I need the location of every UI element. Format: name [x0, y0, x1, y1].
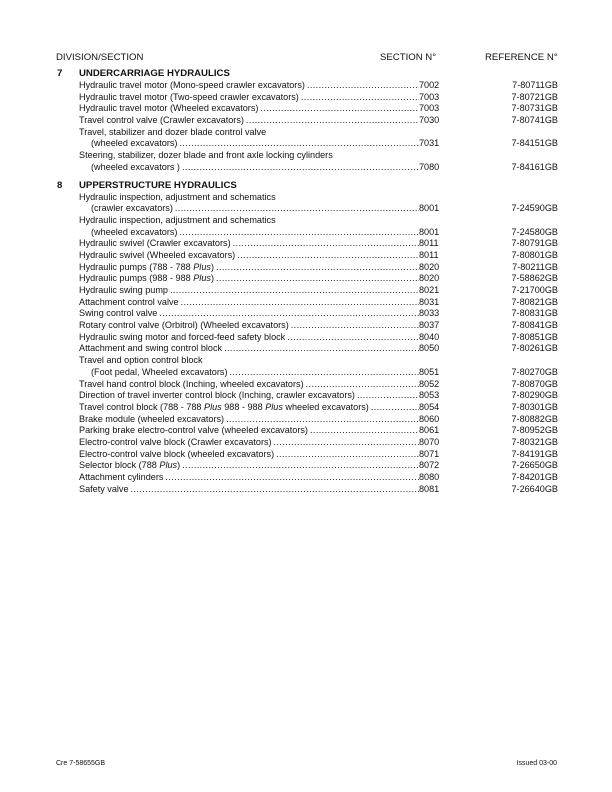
dot-leader: [175, 203, 419, 215]
dot-leader: [371, 402, 419, 414]
entry-section-number: 8061: [419, 425, 440, 436]
entry-reference-number: 7-80711GB: [512, 80, 558, 90]
entry-title: (wheeled excavators): [91, 226, 178, 237]
entry-reference-number: 7-80882GB: [511, 413, 558, 424]
toc-entry[interactable]: [0, 227, 612, 239]
plus-italic: Plus: [204, 401, 222, 412]
entry-reference-number: 7-80801GB: [511, 249, 558, 260]
toc-group: [0, 68, 612, 174]
entry-leader: [79, 250, 419, 262]
entry-leader: [79, 425, 419, 437]
entry-reference-number: 7-80870GB: [511, 378, 558, 389]
entry-section-number: 8020: [419, 261, 440, 272]
toc-entry[interactable]: [0, 484, 612, 496]
entry-reference-number: 7-26640GB: [511, 483, 558, 494]
entry-leader: [79, 484, 419, 496]
toc-entry-first-line: [0, 215, 612, 227]
entry-title: (Foot pedal, Wheeled excavators): [91, 366, 228, 377]
entry-title: Parking brake electro-control valve (wheeled excavators): [79, 425, 308, 436]
dot-leader: [216, 262, 419, 274]
entry-leader: [79, 285, 419, 297]
entry-reference-number: 7-84161GB: [511, 161, 558, 172]
entry-title: Brake module (wheeled excavators): [79, 413, 225, 424]
entry-title: Hydraulic travel motor (Mono-speed crawler excavators): [79, 80, 305, 90]
table-of-contents: [0, 68, 612, 501]
entry-section-number: 8001: [419, 203, 440, 214]
entry-leader: [79, 80, 419, 92]
dot-leader: [237, 250, 419, 262]
entry-title: Travel and option control block: [79, 355, 203, 366]
toc-entry[interactable]: [0, 238, 612, 250]
entry-section-number: 7003: [419, 103, 440, 114]
toc-entry[interactable]: [0, 203, 612, 215]
dot-leader: [260, 103, 419, 115]
toc-entry[interactable]: [0, 80, 612, 92]
toc-entry[interactable]: [0, 402, 612, 414]
entry-title: Swing control valve: [79, 308, 158, 319]
toc-entry[interactable]: [0, 162, 612, 174]
dot-leader: [276, 449, 419, 461]
entry-leader: [91, 227, 419, 239]
entry-leader: [79, 437, 419, 449]
entry-reference-number: 7-80270GB: [511, 366, 558, 377]
dot-leader: [159, 308, 419, 320]
toc-entry[interactable]: [0, 320, 612, 332]
entry-section-number: 7031: [419, 138, 440, 149]
entry-title: Electro-control valve block (Crawler excavators): [79, 436, 272, 447]
entry-title: Hydraulic swing pump: [79, 285, 168, 295]
entry-leader: [79, 460, 419, 472]
toc-entry[interactable]: [0, 273, 612, 285]
entry-title: Hydraulic pumps (788 - 788 Plus): [79, 261, 214, 272]
entry-reference-number: 7-24580GB: [511, 226, 558, 237]
entry-title: Electro-control valve block (wheeled excavators): [79, 448, 275, 459]
entry-title: Hydraulic pumps (988 - 988 Plus): [79, 273, 214, 284]
entry-leader: [79, 115, 419, 127]
column-header-division-section: DIVISION/SECTION: [56, 52, 144, 63]
toc-entry[interactable]: [0, 308, 612, 320]
entry-leader: [79, 332, 419, 344]
dot-leader: [287, 332, 419, 344]
entry-reference-number: 7-80290GB: [511, 390, 558, 401]
entry-reference-number: 7-58862GB: [511, 273, 558, 284]
entry-title: Hydraulic inspection, adjustment and schematics: [79, 214, 276, 225]
entry-leader: [79, 238, 419, 250]
toc-entry[interactable]: [0, 367, 612, 379]
dot-leader: [306, 379, 419, 391]
entry-reference-number: 7-80821GB: [511, 296, 558, 307]
toc-entry-first-line: [0, 127, 612, 139]
toc-entry[interactable]: [0, 138, 612, 150]
entry-reference-number: 7-80851GB: [511, 331, 558, 342]
entry-title: Travel, stabilizer and dozer blade control valve: [79, 126, 267, 137]
group-number: 7: [57, 68, 63, 79]
entry-section-number: 8070: [419, 436, 440, 447]
entry-title: Hydraulic travel motor (Two-speed crawler excavators): [79, 91, 299, 102]
entry-section-number: 8081: [419, 483, 440, 494]
entry-section-number: 7080: [419, 161, 440, 172]
entry-section-number: 8037: [419, 320, 440, 331]
toc-entry-first-line: [0, 150, 612, 162]
entry-reference-number: 7-84191GB: [511, 448, 558, 459]
dot-leader: [226, 414, 419, 426]
entry-section-number: 8011: [419, 249, 439, 260]
entry-reference-number: 7-80301GB: [511, 401, 558, 412]
toc-entry[interactable]: [0, 92, 612, 104]
entry-reference-number: 7-80841GB: [511, 320, 558, 331]
entry-section-number: 8053: [419, 390, 440, 401]
toc-entry[interactable]: [0, 425, 612, 437]
dot-leader: [182, 460, 419, 472]
entry-title: Travel control block (788 - 788 Plus 988 - 988 Plus wheeled excavators): [79, 401, 369, 412]
dot-leader: [165, 472, 419, 484]
toc-entry[interactable]: [0, 472, 612, 484]
dot-leader: [291, 320, 419, 332]
entry-leader: [79, 262, 419, 274]
entry-leader: [79, 103, 419, 115]
entry-title: Attachment cylinders: [79, 472, 164, 482]
entry-section-number: 8040: [419, 331, 440, 342]
entry-title: Steering, stabilizer, dozer blade and front axle locking cylinders: [79, 150, 333, 161]
entry-reference-number: 7-26650GB: [511, 460, 558, 471]
toc-entry[interactable]: [0, 390, 612, 402]
toc-entry[interactable]: [0, 332, 612, 344]
entry-title: Hydraulic travel motor (Wheeled excavators): [79, 103, 259, 114]
entry-section-number: 8051: [419, 366, 440, 377]
dot-leader: [131, 484, 419, 496]
dot-leader: [179, 138, 419, 150]
entry-title: Hydraulic swing motor and forced-feed safety block: [79, 331, 286, 342]
entry-title: Safety valve: [79, 483, 129, 494]
entry-section-number: 8020: [419, 273, 440, 284]
entry-leader: [79, 390, 419, 402]
entry-title: (wheeled excavators ): [91, 161, 180, 172]
entry-section-number: 8054: [419, 401, 440, 412]
entry-reference-number: 7-21700GB: [511, 285, 558, 295]
dot-leader: [307, 80, 419, 92]
entry-title: Direction of travel inverter control block (Inching, crawler excavators): [79, 390, 355, 401]
entry-leader: [79, 297, 419, 309]
entry-leader: [79, 92, 419, 104]
entry-section-number: 8050: [419, 343, 440, 354]
entry-title: Attachment control valve: [79, 296, 179, 307]
entry-section-number: 8052: [419, 378, 440, 389]
plus-italic: Plus: [265, 401, 283, 412]
toc-entry[interactable]: [0, 460, 612, 472]
entry-reference-number: 7-80831GB: [511, 308, 558, 319]
entry-leader: [79, 320, 419, 332]
entry-leader: [79, 273, 419, 285]
dot-leader: [182, 162, 419, 174]
entry-leader: [79, 472, 419, 484]
entry-section-number: 8001: [419, 226, 440, 237]
dot-leader: [357, 390, 419, 402]
entry-title: Selector block (788 Plus): [79, 460, 181, 471]
group-heading: [0, 68, 612, 80]
entry-leader: [79, 414, 419, 426]
entry-leader: [79, 343, 419, 355]
entry-leader: [91, 162, 419, 174]
entry-title: Hydraulic inspection, adjustment and schematics: [79, 191, 276, 202]
entry-reference-number: 7-80721GB: [511, 91, 558, 102]
entry-section-number: 8031: [419, 296, 440, 307]
entry-leader: [91, 138, 419, 150]
entry-reference-number: 7-80211GB: [512, 261, 558, 272]
toc-entry[interactable]: [0, 115, 612, 127]
dot-leader: [233, 238, 419, 250]
entry-title: Travel control valve (Crawler excavators): [79, 115, 244, 126]
entry-leader: [79, 402, 419, 414]
entry-reference-number: 7-80791GB: [511, 238, 558, 249]
dot-leader: [224, 343, 419, 355]
column-header-section-number: SECTION N°: [380, 52, 437, 63]
toc-entry[interactable]: [0, 379, 612, 391]
entry-section-number: 8071: [419, 448, 440, 459]
entry-section-number: 7003: [419, 91, 440, 102]
entry-title: (crawler excavators): [91, 203, 173, 214]
entry-title: Travel hand control block (Inching, wheeled excavators): [79, 378, 304, 389]
plus-italic: Plus: [159, 460, 178, 471]
toc-entry[interactable]: [0, 437, 612, 449]
entry-leader: [91, 367, 419, 379]
dot-leader: [310, 425, 419, 437]
toc-group: [0, 180, 612, 496]
entry-reference-number: 7-80261GB: [511, 343, 558, 354]
entry-title: Rotary control valve (Orbitrol) (Wheeled excavators): [79, 320, 289, 331]
toc-entry-first-line: [0, 355, 612, 367]
entry-leader: [79, 379, 419, 391]
entry-reference-number: 7-80952GB: [511, 425, 558, 436]
entry-title: (wheeled excavators): [91, 138, 178, 149]
entry-section-number: 8021: [419, 285, 440, 295]
toc-entry[interactable]: [0, 103, 612, 115]
entry-section-number: 8060: [419, 413, 440, 424]
toc-entry[interactable]: [0, 262, 612, 274]
dot-leader: [181, 297, 419, 309]
entry-reference-number: 7-80731GB: [511, 103, 558, 114]
toc-entry[interactable]: [0, 297, 612, 309]
entry-reference-number: 7-84201GB: [511, 472, 558, 482]
entry-leader: [79, 308, 419, 320]
toc-entry[interactable]: [0, 285, 612, 297]
entry-section-number: 7030: [419, 115, 440, 126]
entry-section-number: 8072: [419, 460, 440, 471]
entry-title: Hydraulic swivel (Wheeled excavators): [79, 249, 236, 260]
dot-leader: [274, 437, 419, 449]
entry-reference-number: 7-80321GB: [511, 436, 558, 447]
dot-leader: [179, 227, 419, 239]
entry-reference-number: 7-24590GB: [511, 203, 558, 214]
plus-italic: Plus: [193, 273, 211, 284]
entry-leader: [91, 203, 419, 215]
toc-entry-first-line: [0, 192, 612, 204]
entry-title: Hydraulic swivel (Crawler excavators): [79, 238, 231, 249]
dot-leader: [246, 115, 419, 127]
footer-document-code: Cre 7-58655GB: [56, 760, 106, 767]
entry-section-number: 8011: [419, 238, 439, 249]
entry-reference-number: 7-84151GB: [511, 138, 558, 149]
entry-section-number: 8080: [419, 472, 440, 482]
group-number: 8: [57, 179, 63, 191]
group-heading: [0, 180, 612, 192]
dot-leader: [216, 273, 419, 285]
toc-entry[interactable]: [0, 414, 612, 426]
dot-leader: [170, 285, 419, 297]
dot-leader: [301, 92, 419, 104]
column-header-reference-number: REFERENCE N°: [485, 52, 558, 63]
entry-section-number: 7002: [419, 80, 440, 90]
plus-italic: Plus: [193, 261, 211, 272]
footer-issue-date: Issued 03-00: [516, 760, 557, 767]
toc-entry[interactable]: [0, 343, 612, 355]
entry-reference-number: 7-80741GB: [511, 115, 558, 126]
group-title: UPPERSTRUCTURE HYDRAULICS: [79, 179, 237, 191]
group-title: UNDERCARRIAGE HYDRAULICS: [79, 68, 230, 79]
toc-entry[interactable]: [0, 449, 612, 461]
entry-section-number: 8033: [419, 308, 440, 319]
entry-title: Attachment and swing control block: [79, 343, 223, 354]
entry-leader: [79, 449, 419, 461]
dot-leader: [229, 367, 419, 379]
toc-entry[interactable]: [0, 250, 612, 262]
